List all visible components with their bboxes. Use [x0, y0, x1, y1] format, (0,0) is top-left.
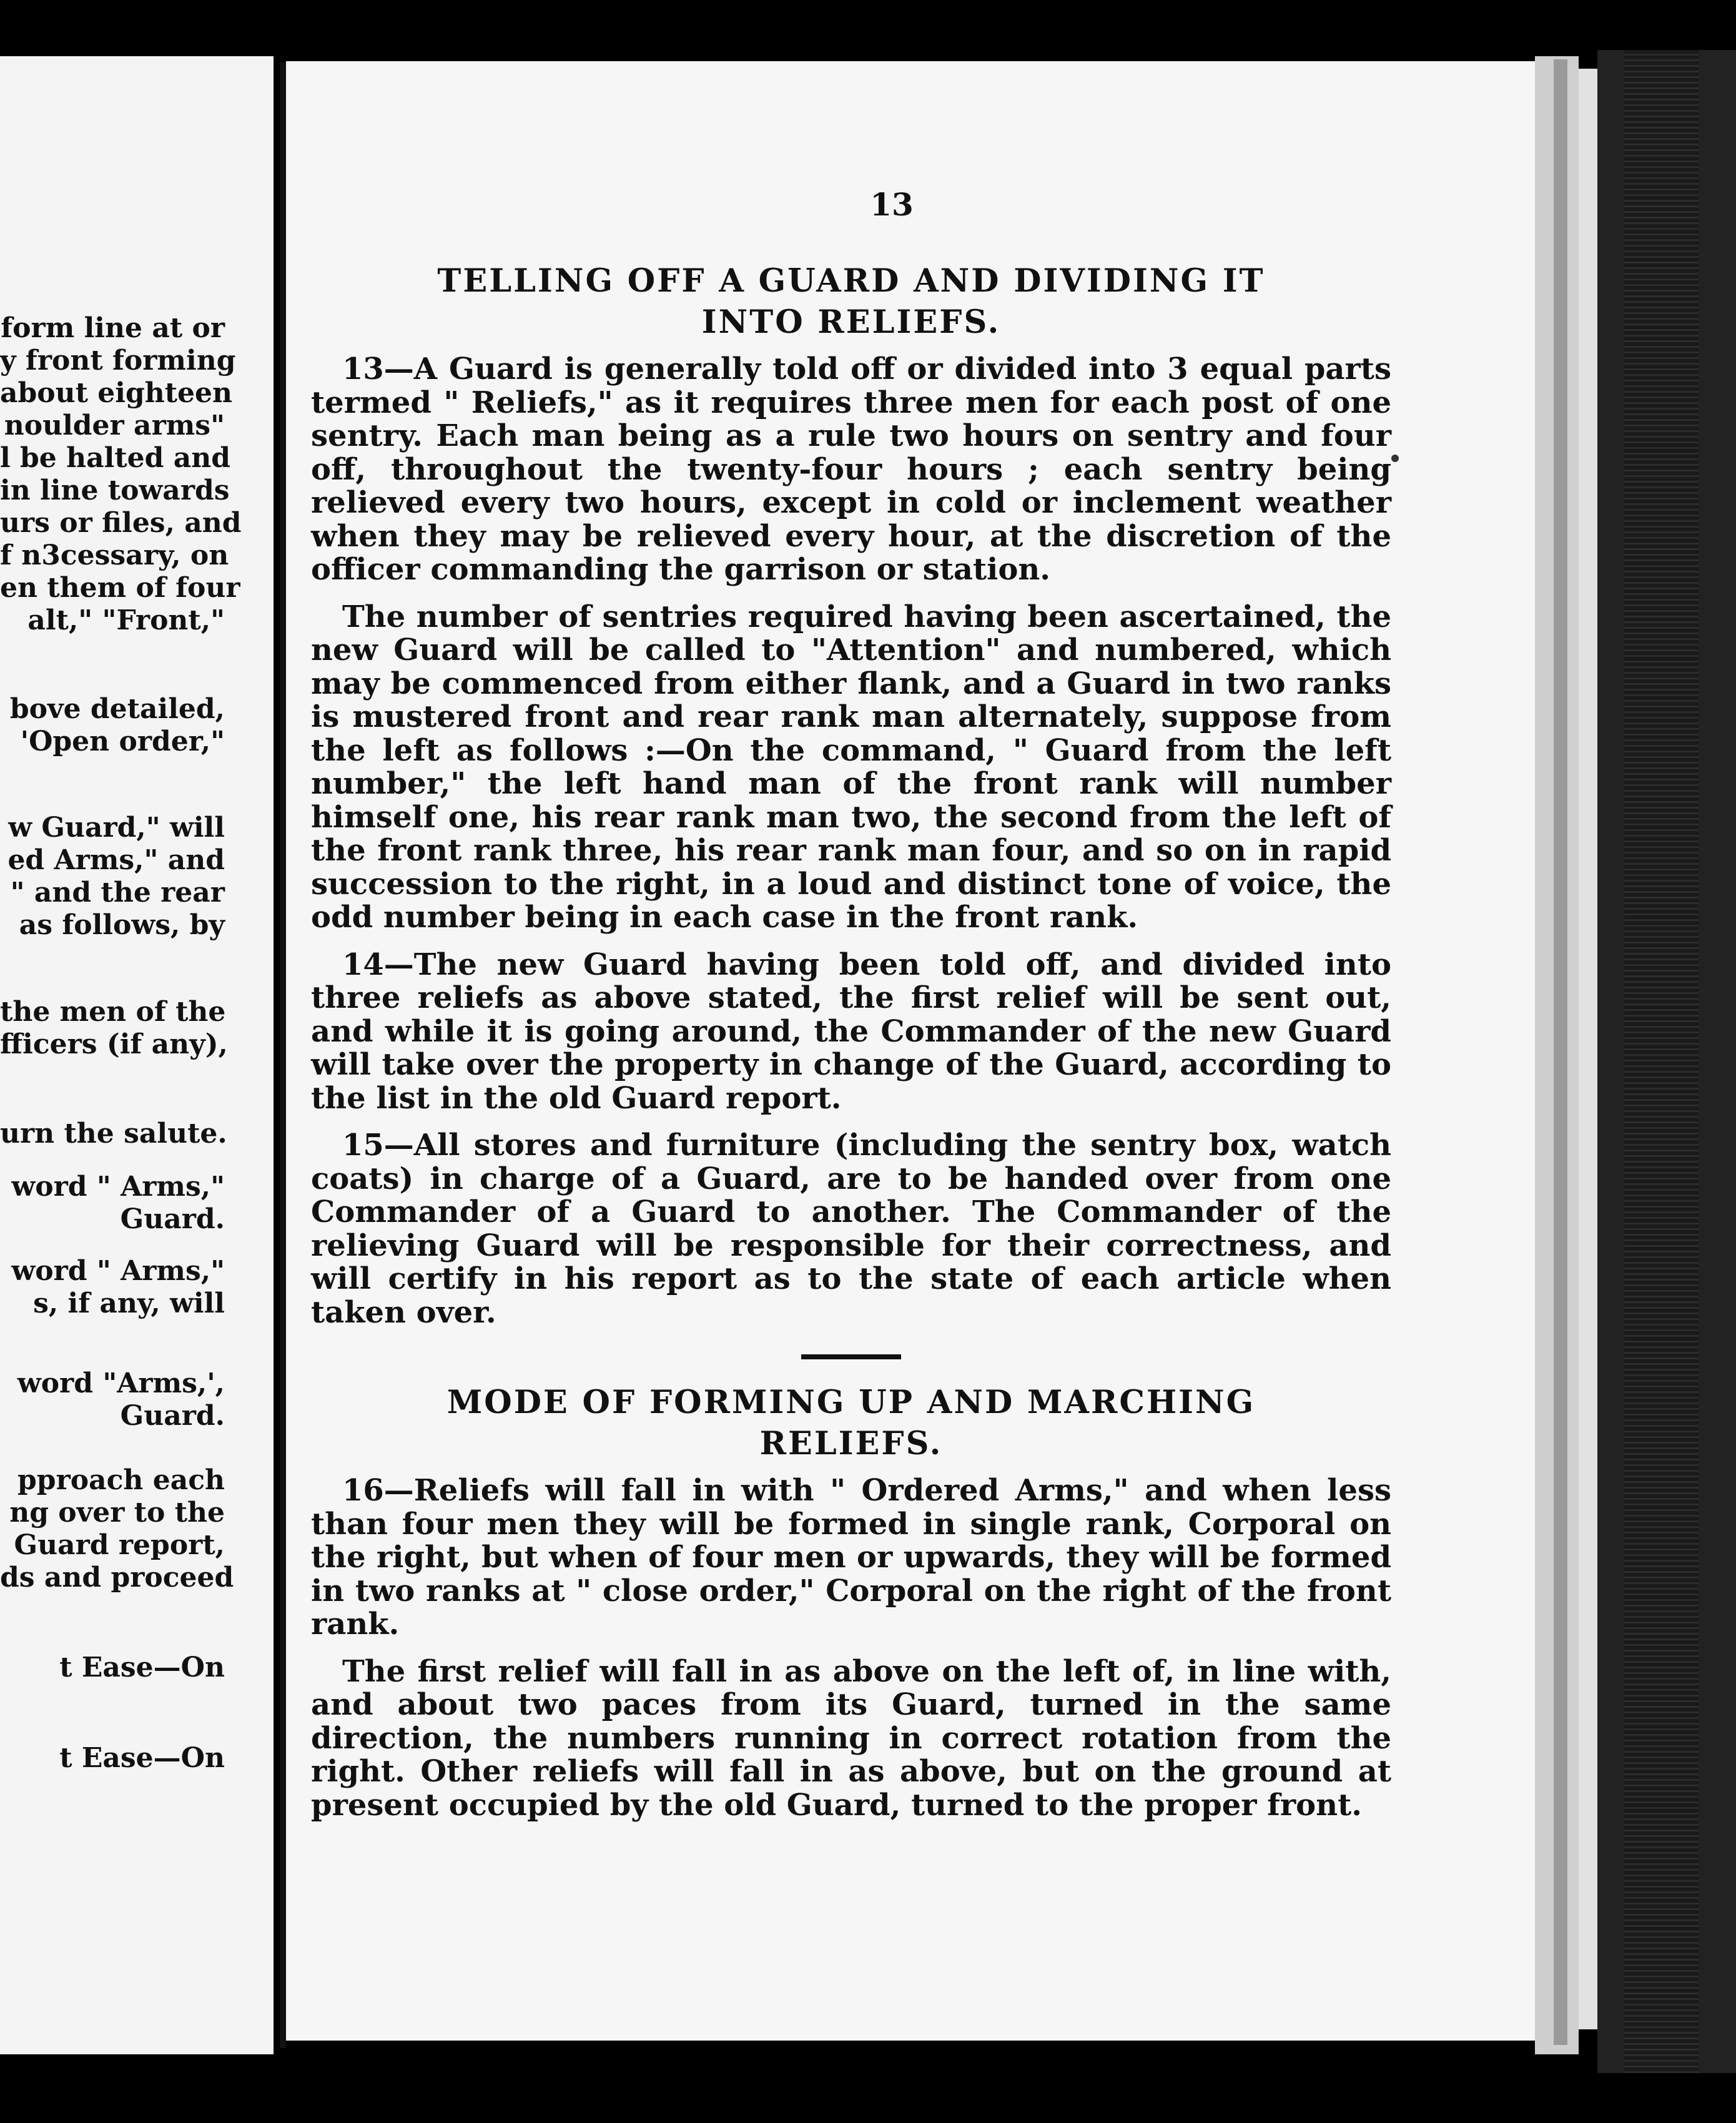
- section-title-line: MODE OF FORMING UP AND MARCHING: [446, 1384, 1256, 1421]
- left-line: word " Arms,": [11, 1171, 225, 1203]
- left-line: the men of the: [0, 996, 226, 1028]
- paragraph-numbering: The number of sentries required having been ascertained, the new Guard will be called to "Attention" and numbered, which may be commenced from either flank, and a Guard in two ranks is mustered front and rear rank man alternately, suppose from the left as follows :—On the command, " Guard from the left number," the left hand man of the front rank will number himself one, his rear rank man two, the second from the left of the front rank three, his rear rank man four, and so on in rapid succession to the right, in a loud and distinct tone of voice, the odd number being in each case in the front rank.: [311, 599, 1391, 935]
- left-line: urn the salute.: [0, 1118, 227, 1150]
- paragraph-16: 16—Reliefs will fall in with " Ordered Arms," and when less than four men they will be formed in single rank, Corporal on the right, but when of four men or upwards, they will be formed in two ranks at " close order," Corporal on the right of the front rank.: [311, 1473, 1391, 1642]
- section-title-line: INTO RELIEFS.: [701, 303, 1001, 341]
- paragraph-14: 14—The new Guard having been told off, and divided into three reliefs as above stated, the first relief will be sent out, and while it is going around, the Commander of the new Guard will take over the property in change of the Guard, according to the list in the old Guard report.: [311, 947, 1391, 1116]
- left-line: Guard.: [120, 1203, 225, 1235]
- left-line: alt," "Front,": [27, 604, 225, 636]
- section-forming-up: [311, 1382, 1391, 1822]
- book-cover-texture: [1624, 50, 1699, 2073]
- left-line: en them of four: [0, 572, 240, 604]
- left-line: about eighteen: [0, 377, 233, 409]
- page-edges-shadow: [1554, 59, 1567, 2045]
- left-line: urs or files, and: [0, 507, 242, 539]
- left-line: " and the rear: [10, 877, 225, 909]
- section-title-line: RELIEFS.: [759, 1425, 943, 1462]
- left-line: fficers (if any),: [0, 1028, 228, 1060]
- left-line: in line towards: [0, 475, 230, 506]
- ink-speck: [1391, 455, 1399, 462]
- left-line: t Ease—On: [59, 1742, 225, 1774]
- left-line: ng over to the: [9, 1497, 225, 1529]
- left-line: pproach each: [17, 1464, 225, 1496]
- left-line: w Guard," will: [8, 812, 225, 844]
- paragraph-13: 13—A Guard is generally told off or divided into 3 equal parts termed " Reliefs," as it requires three men for each post of one sentry. Each man being as a rule two hours on sentry and four off, throughout the twenty-four hours ; each sentry being relieved every two hours, except in cold or inclement weather when they may be relieved every hour, at the discretion of the officer commanding the garrison or station.: [311, 352, 1391, 587]
- left-line: f n3cessary, on: [0, 539, 229, 571]
- left-line: ed Arms," and: [7, 844, 225, 876]
- left-line: as follows, by: [19, 909, 225, 941]
- left-line: s, if any, will: [33, 1288, 225, 1319]
- section-title-line: TELLING OFF A GUARD AND DIVIDING IT: [437, 262, 1265, 300]
- left-line: y front forming: [0, 345, 236, 377]
- page-number: 13: [870, 186, 914, 223]
- paragraph-first-relief: The first relief will fall in as above on the left of, in line with, and about two paces from its Guard, turned in the same direction, the numbers running in correct rotation from the right. Other reliefs will fall in as above, but on the ground at present occupied by the old Guard, turned to the proper front.: [311, 1653, 1391, 1823]
- page-content: [311, 186, 1391, 1836]
- right-page: [286, 61, 1535, 2041]
- left-page-fragment: [0, 56, 274, 2054]
- left-line: 'Open order,": [20, 726, 225, 757]
- left-line: noulder arms": [4, 410, 225, 441]
- section-title: [311, 260, 1391, 343]
- left-line: word " Arms,": [11, 1255, 225, 1287]
- left-line: Guard report,: [14, 1529, 225, 1561]
- left-line: word "Arms,',: [17, 1367, 225, 1399]
- left-line: form line at or: [1, 312, 225, 344]
- left-line: Guard.: [120, 1400, 225, 1432]
- left-line: t Ease—On: [59, 1652, 225, 1683]
- section-title: [311, 1382, 1391, 1464]
- left-line: bove detailed,: [9, 693, 225, 725]
- section-telling-off: [311, 260, 1391, 1329]
- left-line: ds and proceed: [0, 1562, 234, 1593]
- paragraph-15: 15—All stores and furniture (including the sentry box, watch coats) in charge of a Guard, are to be handed over from one Commander of a Guard to another. The Commander of the relieving Guard will be responsible for their correctness, and will certify in his report as to the state of each article when taken over.: [311, 1128, 1391, 1330]
- spine-edge: [280, 62, 286, 2048]
- left-line: l be halted and: [0, 442, 230, 474]
- page-edges-light: [1579, 69, 1597, 2029]
- section-divider: [801, 1354, 901, 1359]
